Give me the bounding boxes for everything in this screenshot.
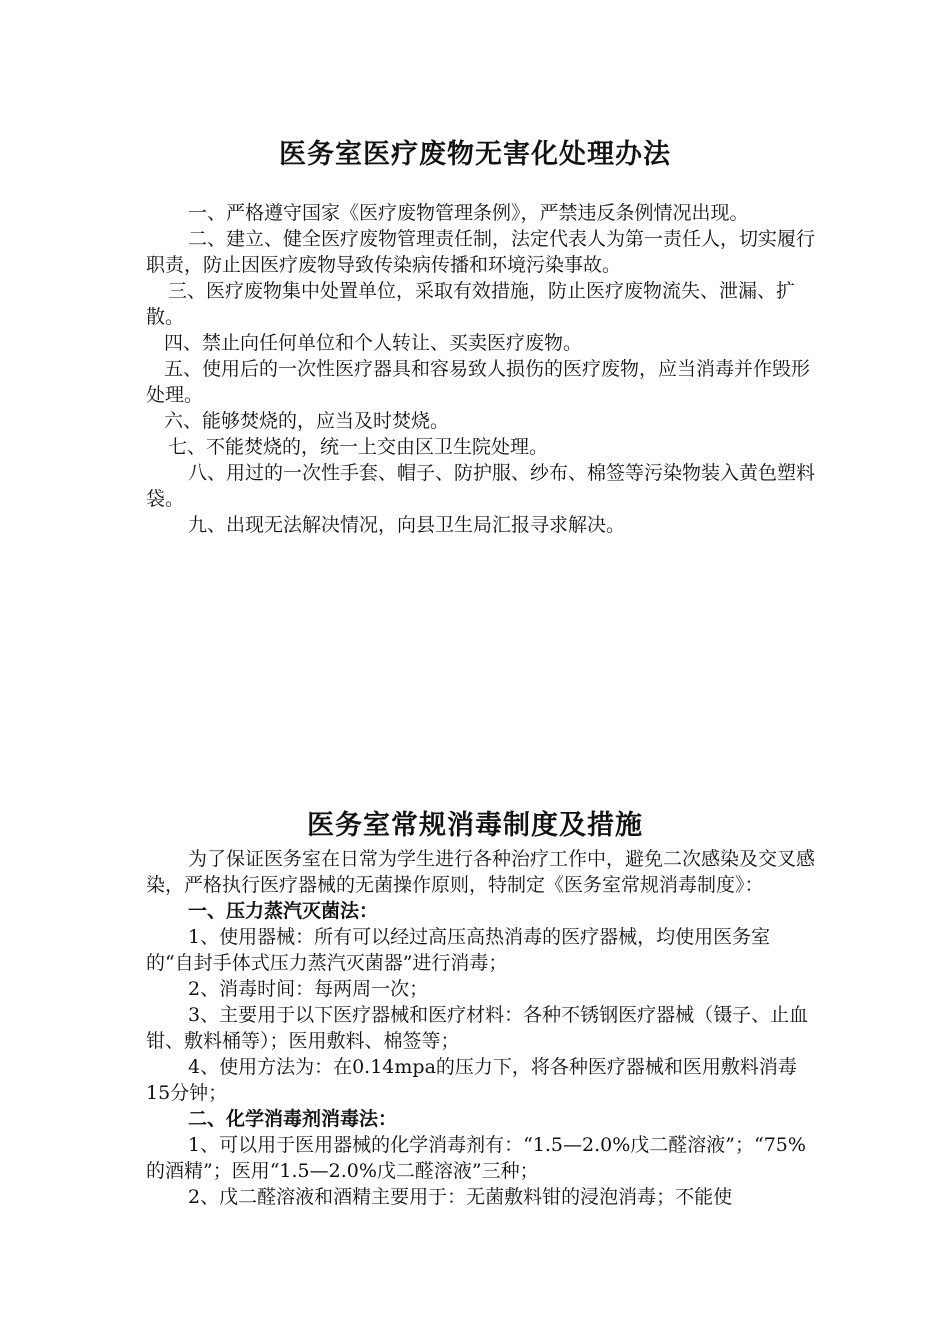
list-item: 五、使用后的一次性医疗器具和容易致人损伤的医疗废物，应当消毒并作毁形处理。	[146, 358, 811, 406]
list-item: 八、用过的一次性手套、帽子、防护服、纱布、棉签等污染物装入黄色塑料袋。	[146, 462, 816, 510]
list-item: 2、戊二醛溶液和酒精主要用于：无菌敷料钳的浸泡消毒；不能使	[188, 1186, 733, 1208]
list-item: 4、使用方法为：在0.14mpa的压力下，将各种医疗器械和医用敷料消毒15分钟；	[146, 1056, 797, 1104]
list-item: 二、建立、健全医疗废物管理责任制，法定代表人为第一责任人，切实履行职责，防止因医疗废物导致传染病传播和环境污染事故。	[146, 228, 816, 276]
list-item: 七、不能焚烧的，统一上交由区卫生院处理。	[168, 436, 549, 458]
section2-heading-1: 一、压力蒸汽灭菌法：	[188, 900, 379, 922]
list-item: 三、医疗废物集中处置单位，采取有效措施，防止医疗废物流失、泄漏、扩散。	[146, 280, 796, 328]
list-item: 3、主要用于以下医疗器械和医疗材料：各种不锈钢医疗器械（镊子、止血钳、敷料桶等）；医用敷料、棉签等；	[146, 1004, 809, 1052]
list-item: 一、严格遵守国家《医疗废物管理条例》，严禁违反条例情况出现。	[188, 202, 749, 224]
list-item: 1、可以用于医用器械的化学消毒剂有：“1.5—2.0%戊二醛溶液”；“75%的酒精”；医用“1.5—2.0%戊二醛溶液”三种；	[146, 1134, 806, 1182]
section2-intro: 为了保证医务室在日常为学生进行各种治疗工作中，避免二次感染及交叉感染，严格执行医疗器械的无菌操作原则，特制定《医务室常规消毒制度》：	[146, 848, 816, 896]
section1-title: 医务室医疗废物无害化处理办法	[279, 139, 671, 170]
section2-title: 医务室常规消毒制度及措施	[307, 810, 643, 841]
list-item: 四、禁止向任何单位和个人转让、买卖医疗废物。	[164, 332, 583, 354]
section2-body	[146, 846, 816, 1210]
list-item: 九、出现无法解决情况，向县卫生局汇报寻求解决。	[188, 514, 626, 536]
section2-heading-2: 二、化学消毒剂消毒法：	[188, 1108, 398, 1130]
list-item: 2、消毒时间：每两周一次；	[188, 978, 429, 1000]
list-item: 1、使用器械：所有可以经过高压高热消毒的医疗器械，均使用医务室的“自封手体式压力蒸汽灭菌器”进行消毒；	[146, 926, 771, 974]
section1-body	[146, 200, 816, 538]
list-item: 六、能够焚烧的，应当及时焚烧。	[164, 410, 450, 432]
